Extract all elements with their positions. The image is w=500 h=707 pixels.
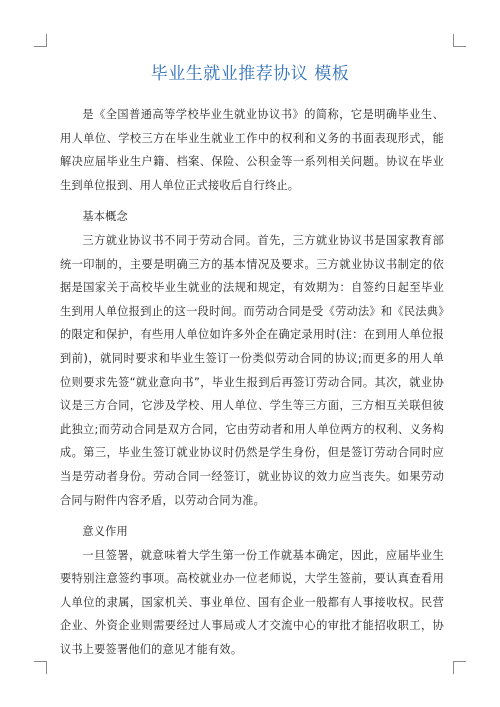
crop-mark-top-left: [34, 34, 47, 47]
intro-paragraph: 是《全国普通高等学校毕业生就业协议书》的简称，它是明确毕业生、用人单位、学校三方在毕业生就业工作中的权利和义务的书面表现形式，能解决应届毕业生户籍、档案、保险、公积金等一系列相关问题。协议在毕业生到单位报到、用人单位正式接收后自行终止。: [60, 108, 444, 192]
section-heading-significance: 意义作用: [82, 525, 128, 539]
section-body-basic-concept: 三方就业协议书不同于劳动合同。首先，三方就业协议书是国家教育部统一印制的，主要是明确三方的基本情况及要求。三方就业协议书制定的依据是国家关于高校毕业生就业的法规和规定，有效期为：自签约日起至毕业生到用人单位报到止的这一段时间。而劳动合同是受《劳动法》和《民法典》的限定和保护，有些用人单位如许多外企在确定录用时(注：在到用人单位报到前)，就同时要求和毕业生签订一份类似劳动合同的协议;而更多的用人单位则要求先签“就业意向书”，毕业生报到后再签订劳动合同。其次，就业协议是三方合同，它涉及学校、用人单位、学生等三方面，三方相互关联但彼此独立;而劳动合同是双方合同，它由劳动者和用人单位两方的权利、义务构成。第三，毕业生签订就业协议时仍然是学生身份，但是签订劳动合同时应当是劳动者身份。劳动合同一经签订，就业协议的效力应当丧失。如果劳动合同与附件内容矛盾，以劳动合同为准。: [60, 233, 444, 507]
document-title: 毕业生就业推荐协议 模板: [150, 64, 350, 84]
crop-mark-bottom-left: [34, 661, 47, 674]
section-heading-basic-concept: 基本概念: [82, 210, 128, 224]
section-body-significance: 一旦签署，就意味着大学生第一份工作就基本确定，因此，应届毕业生要特别注意签约事项。高校就业办一位老师说，大学生签前，要认真查看用人单位的隶属，国家机关、事业单位、国有企业一般都有人事接收权。民营企业、外资企业则需要经过人事局或人才交流中心的审批才能招收职工，协议书上要签署他们的意见才能有效。: [60, 548, 444, 657]
crop-mark-bottom-right: [453, 661, 466, 674]
crop-mark-top-right: [453, 34, 466, 47]
document-body: [60, 103, 444, 662]
